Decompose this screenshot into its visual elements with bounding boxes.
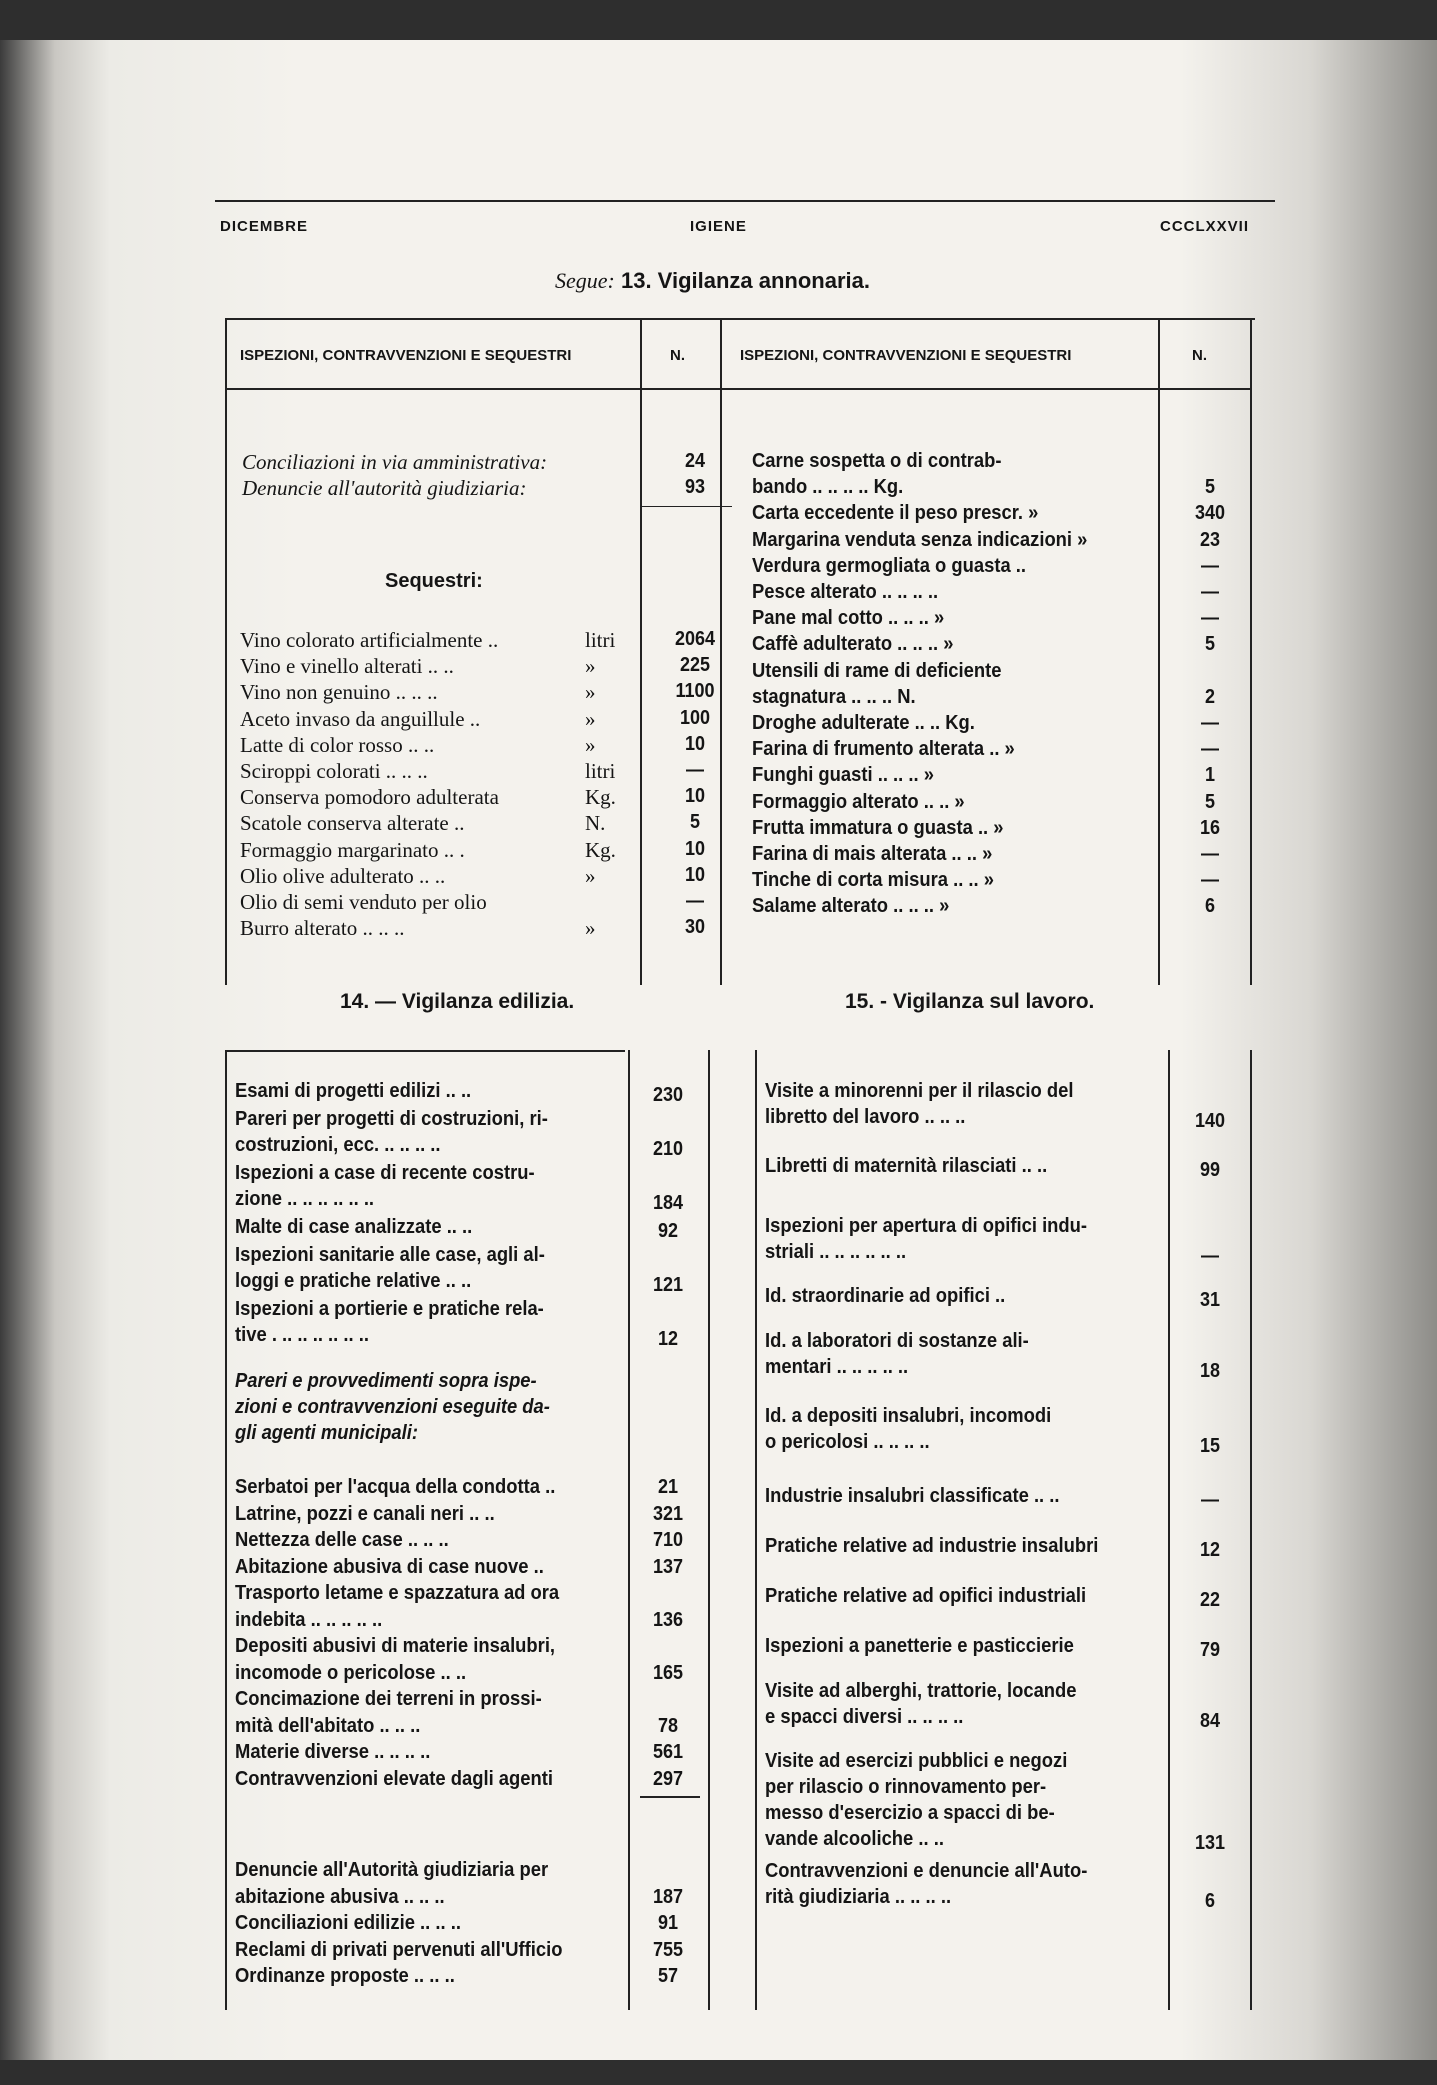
table-row: Contravvenzioni elevate dagli agenti xyxy=(235,1767,554,1790)
list-item: Utensili di rame di deficiente xyxy=(752,659,1002,682)
table-row-value: 78 xyxy=(657,1714,679,1737)
pareri-heading-line: Pareri e provvedimenti sopra ispe- xyxy=(235,1370,537,1392)
table-row: Ispezioni sanitarie alle case, agli al- xyxy=(235,1244,545,1266)
table-row-value: 561 xyxy=(652,1741,684,1763)
list-item: Caffè adulterato .. .. .. » xyxy=(752,633,954,656)
list-item-unit: » xyxy=(585,706,596,731)
table-row-line: Visite a minorenni per il rilascio del xyxy=(765,1080,1074,1102)
table-row-line: o pericolosi .. .. .. .. xyxy=(765,1431,930,1453)
table-row-line: Visite ad esercizi pubblici e negozi xyxy=(765,1750,1068,1772)
table-row-value: 92 xyxy=(657,1220,679,1242)
table13-right-rule xyxy=(1250,320,1252,985)
table-row-line: Ispezioni a panetterie e pasticcierie xyxy=(765,1635,1074,1657)
list-item-value: 5 xyxy=(1204,476,1216,499)
list-item-value: — xyxy=(1201,581,1219,603)
header-rule xyxy=(215,200,1275,202)
list-item: Funghi guasti .. .. .. » xyxy=(752,764,934,787)
header-page-number: CCCLXXVII xyxy=(1160,218,1250,235)
table13-top-rule xyxy=(225,318,1255,320)
table-row-value: 15 xyxy=(1199,1435,1221,1457)
table-row-value: 21 xyxy=(657,1476,679,1498)
col-head-left: ISPEZIONI, CONTRAVVENZIONI E SEQUESTRI xyxy=(240,347,572,364)
page-sheet xyxy=(0,40,1437,2060)
table-row: Pareri per progetti di costruzioni, ri- xyxy=(235,1108,548,1130)
list-item-unit: » xyxy=(585,916,596,941)
table-row-line: e spacci diversi .. .. .. .. xyxy=(765,1706,964,1728)
table-row-value: 84 xyxy=(1199,1710,1221,1732)
list-item: Olio olive adulterato .. .. xyxy=(240,863,446,888)
denuncie-value: 93 xyxy=(684,476,706,498)
table-row: Malte di case analizzate .. .. xyxy=(235,1216,473,1238)
list-item-value: 1 xyxy=(1204,764,1216,787)
table-row-line: rità giudiziaria .. .. .. .. xyxy=(765,1886,952,1908)
list-item: Vino e vinello alterati .. .. xyxy=(240,654,454,679)
table-row: Ispezioni a case di recente costru- xyxy=(235,1162,535,1184)
list-item-value: 10 xyxy=(684,837,706,860)
table-row-value: 6 xyxy=(1204,1890,1216,1912)
table-row: Conciliazioni edilizie .. .. .. xyxy=(235,1912,461,1934)
table-row: abitazione abusiva .. .. .. xyxy=(235,1885,445,1908)
list-item-unit: Kg. xyxy=(585,785,616,810)
table-row-line: Libretti di maternità rilasciati .. .. xyxy=(765,1155,1048,1177)
list-item-value: 1100 xyxy=(675,680,715,703)
table-row-line: mentari .. .. .. .. .. xyxy=(765,1356,909,1378)
sequestri-title: Sequestri: xyxy=(385,570,483,592)
table-row-line: striali .. .. .. .. .. .. xyxy=(765,1241,907,1263)
table-row: mità dell'abitato .. .. .. xyxy=(235,1714,421,1737)
table13-left-rule xyxy=(225,320,227,985)
table-row-line: Ispezioni per apertura di opifici indu- xyxy=(765,1215,1088,1237)
col-head-right: ISPEZIONI, CONTRAVVENZIONI E SEQUESTRI xyxy=(740,347,1072,364)
table14-mid-rule xyxy=(628,1050,630,2010)
table-row-line: libretto del lavoro .. .. .. xyxy=(765,1106,966,1128)
denuncie-label: Denuncie all'autorità giudiziaria: xyxy=(242,476,527,500)
table-row: Nettezza delle case .. .. .. xyxy=(235,1529,449,1551)
table-row-value: 321 xyxy=(652,1502,684,1525)
table-row-value: 22 xyxy=(1199,1589,1221,1611)
list-item-value: 23 xyxy=(1199,528,1221,551)
table-row-value: 137 xyxy=(652,1555,684,1578)
table-row-value: 99 xyxy=(1199,1159,1221,1181)
list-item-value: 225 xyxy=(679,654,711,677)
table-row-value: 230 xyxy=(652,1084,684,1106)
table-row-line: Id. straordinarie ad opifici .. xyxy=(765,1285,1006,1307)
col-head-n-right: N. xyxy=(1192,347,1207,364)
list-item: Formaggio alterato .. .. » xyxy=(752,790,965,813)
list-item-unit: litri xyxy=(585,759,616,783)
pareri-heading-line: gli agenti municipali: xyxy=(235,1422,418,1444)
section-15-title: 15. - Vigilanza sul lavoro. xyxy=(845,990,1095,1013)
segue-label: Segue: xyxy=(555,268,615,293)
list-item-value: — xyxy=(686,890,704,912)
table-row-line: Id. a depositi insalubri, incomodi xyxy=(765,1405,1052,1427)
table-row-value: 297 xyxy=(652,1767,684,1790)
table-row: Abitazione abusiva di case nuove .. xyxy=(235,1555,544,1578)
table13-mid-rule-3 xyxy=(1158,320,1160,985)
table-row-value: — xyxy=(1201,1245,1219,1267)
list-item-value: 2 xyxy=(1204,685,1216,708)
list-item: Carta eccedente il peso prescr. » xyxy=(752,502,1039,525)
table-row-line: vande alcooliche .. .. xyxy=(765,1828,944,1850)
pareri-heading-line: zioni e contravvenzioni eseguite da- xyxy=(235,1396,550,1418)
total-rule xyxy=(640,1796,700,1798)
list-item-value: 5 xyxy=(1204,790,1216,813)
list-item-value: 5 xyxy=(689,811,701,834)
list-item-unit: » xyxy=(585,732,596,757)
table-row: indebita .. .. .. .. .. xyxy=(235,1608,383,1631)
header-month: DICEMBRE xyxy=(220,218,309,235)
list-item-value: — xyxy=(1201,712,1219,734)
table14-top-rule xyxy=(225,1050,625,1052)
table-row-line: Pratiche relative ad industrie insalubri xyxy=(765,1535,1099,1557)
table-row-value: 187 xyxy=(652,1885,684,1908)
table14-right-rule xyxy=(708,1050,710,2010)
list-item: Verdura germogliata o guasta .. xyxy=(752,554,1027,577)
list-item: bando .. .. .. .. Kg. xyxy=(752,476,904,499)
list-item: stagnatura .. .. .. N. xyxy=(752,685,916,708)
table-row: Denuncie all'Autorità giudiziaria per xyxy=(235,1859,549,1881)
list-item-value: — xyxy=(1201,554,1219,577)
list-item-value: — xyxy=(1201,738,1219,761)
list-item-value: 30 xyxy=(684,916,706,939)
table-row: Ispezioni a portierie e pratiche rela- xyxy=(235,1298,544,1320)
list-item-value: 10 xyxy=(684,732,706,755)
list-item-value: — xyxy=(686,759,704,781)
section-13-title xyxy=(555,268,870,294)
list-item: Salame alterato .. .. .. » xyxy=(752,895,950,918)
list-item-value: 5 xyxy=(1204,633,1216,656)
table-row: costruzioni, ecc. .. .. .. .. xyxy=(235,1134,441,1156)
list-item-unit: » xyxy=(585,654,596,679)
list-item-value: 16 xyxy=(1199,816,1221,839)
table15-left-rule xyxy=(755,1050,757,2010)
table-row-line: per rilascio o rinnovamento per- xyxy=(765,1776,1047,1798)
list-item: Margarina venduta senza indicazioni » xyxy=(752,528,1088,551)
list-item-unit: » xyxy=(585,863,596,888)
col-head-n-left: N. xyxy=(670,347,685,364)
table-row-value: 12 xyxy=(657,1328,679,1350)
list-item: Scatole conserva alterate .. xyxy=(240,811,465,836)
table-row-value: 57 xyxy=(657,1965,679,1987)
table-row-value: 91 xyxy=(657,1912,679,1934)
list-item: Formaggio margarinato .. . xyxy=(240,837,465,862)
list-item-value: 340 xyxy=(1194,502,1226,525)
conciliazioni-label: Conciliazioni in via amministrativa: xyxy=(242,450,548,474)
list-item: Olio di semi venduto per olio xyxy=(240,890,487,914)
table-row: incomode o pericolose .. .. xyxy=(235,1661,467,1684)
list-item: Burro alterato .. .. .. xyxy=(240,916,405,941)
list-item: Droghe adulterate .. .. Kg. xyxy=(752,712,975,734)
table-row: Depositi abusivi di materie insalubri, xyxy=(235,1635,556,1657)
section-14-title: 14. — Vigilanza edilizia. xyxy=(340,990,575,1013)
list-item-value: 10 xyxy=(684,785,706,808)
table-row: Serbatoi per l'acqua della condotta .. xyxy=(235,1476,556,1498)
table-row-value: 755 xyxy=(652,1938,684,1961)
list-item: Pesce alterato .. .. .. .. xyxy=(752,581,939,603)
table-row-value: 79 xyxy=(1199,1639,1221,1661)
table-row-line: Industrie insalubri classificate .. .. xyxy=(765,1485,1060,1507)
table-row: Trasporto letame e spazzatura ad ora xyxy=(235,1582,560,1604)
table-row-line: Contravvenzioni e denuncie all'Auto- xyxy=(765,1860,1088,1882)
list-item: Tinche di corta misura .. .. » xyxy=(752,869,995,892)
table-row: tive . .. .. .. .. .. .. xyxy=(235,1324,369,1346)
list-item: Vino non genuino .. .. .. xyxy=(240,680,438,705)
conciliazioni-value: 24 xyxy=(684,450,706,472)
list-item: Farina di frumento alterata .. » xyxy=(752,738,1015,761)
table-row: Reclami di privati pervenuti all'Ufficio xyxy=(235,1938,563,1961)
table-row-value: — xyxy=(1201,1489,1219,1511)
table-row: Ordinanze proposte .. .. .. xyxy=(235,1965,455,1987)
list-item: Conserva pomodoro adulterata xyxy=(240,785,499,810)
list-item-value: 6 xyxy=(1204,895,1216,918)
list-item-value: 10 xyxy=(684,863,706,886)
table-row-value: 131 xyxy=(1194,1832,1226,1854)
list-item-value: — xyxy=(1201,869,1219,892)
list-item: Latte di color rosso .. .. xyxy=(240,732,435,757)
list-item-value: — xyxy=(1201,607,1219,630)
header-section: IGIENE xyxy=(690,218,747,235)
list-item-value: 100 xyxy=(679,706,711,729)
table-row-value: 210 xyxy=(652,1138,684,1160)
list-item-unit: N. xyxy=(585,811,606,836)
table13-header-rule xyxy=(225,388,1252,390)
list-item: Aceto invaso da anguillule .. xyxy=(240,706,481,731)
table-row: Concimazione dei terreni in prossi- xyxy=(235,1688,542,1710)
list-item: Vino colorato artificialmente .. xyxy=(240,628,499,652)
table-row: loggi e pratiche relative .. .. xyxy=(235,1270,472,1292)
table-row: Esami di progetti edilizi .. .. xyxy=(235,1080,472,1102)
table-row: Latrine, pozzi e canali neri .. .. xyxy=(235,1502,495,1525)
table-row-value: 710 xyxy=(652,1529,684,1551)
table-row-value: 140 xyxy=(1194,1110,1226,1132)
table-row-line: Pratiche relative ad opifici industriali xyxy=(765,1585,1087,1607)
table-row-value: 31 xyxy=(1199,1289,1221,1311)
table-row-value: 136 xyxy=(652,1608,684,1631)
list-item: Sciroppi colorati .. .. .. xyxy=(240,759,428,783)
table-row-line: Visite ad alberghi, trattorie, locande xyxy=(765,1680,1077,1702)
list-item: Frutta immatura o guasta .. » xyxy=(752,816,1004,839)
sum-rule xyxy=(642,506,732,507)
list-item-unit: Kg. xyxy=(585,837,616,862)
table15-right-rule xyxy=(1250,1050,1252,2010)
table-row-value: 121 xyxy=(652,1274,684,1296)
list-item: Farina di mais alterata .. .. » xyxy=(752,843,993,865)
table-row-line: messo d'esercizio a spacci di be- xyxy=(765,1802,1055,1824)
table-row-value: 184 xyxy=(652,1192,684,1214)
table-row-value: 12 xyxy=(1199,1539,1221,1561)
table-row-value: 165 xyxy=(652,1661,684,1684)
list-item-value: 2064 xyxy=(674,628,716,650)
list-item-unit: litri xyxy=(585,628,616,652)
list-item: Carne sospetta o di contrab- xyxy=(752,450,1002,472)
table13-mid-rule-1 xyxy=(640,320,642,985)
list-item-value: — xyxy=(1201,843,1219,865)
section-13-heading: 13. Vigilanza annonaria. xyxy=(620,268,870,293)
table-row-value: 18 xyxy=(1199,1360,1221,1382)
table-row: zione .. .. .. .. .. .. xyxy=(235,1188,375,1210)
table-row-line: Id. a laboratori di sostanze ali- xyxy=(765,1330,1029,1352)
list-item: Pane mal cotto .. .. .. » xyxy=(752,607,945,630)
list-item-unit: » xyxy=(585,680,596,705)
table14-left-rule xyxy=(225,1050,227,2010)
table15-mid-rule xyxy=(1168,1050,1170,2010)
table-row: Materie diverse .. .. .. .. xyxy=(235,1741,431,1763)
